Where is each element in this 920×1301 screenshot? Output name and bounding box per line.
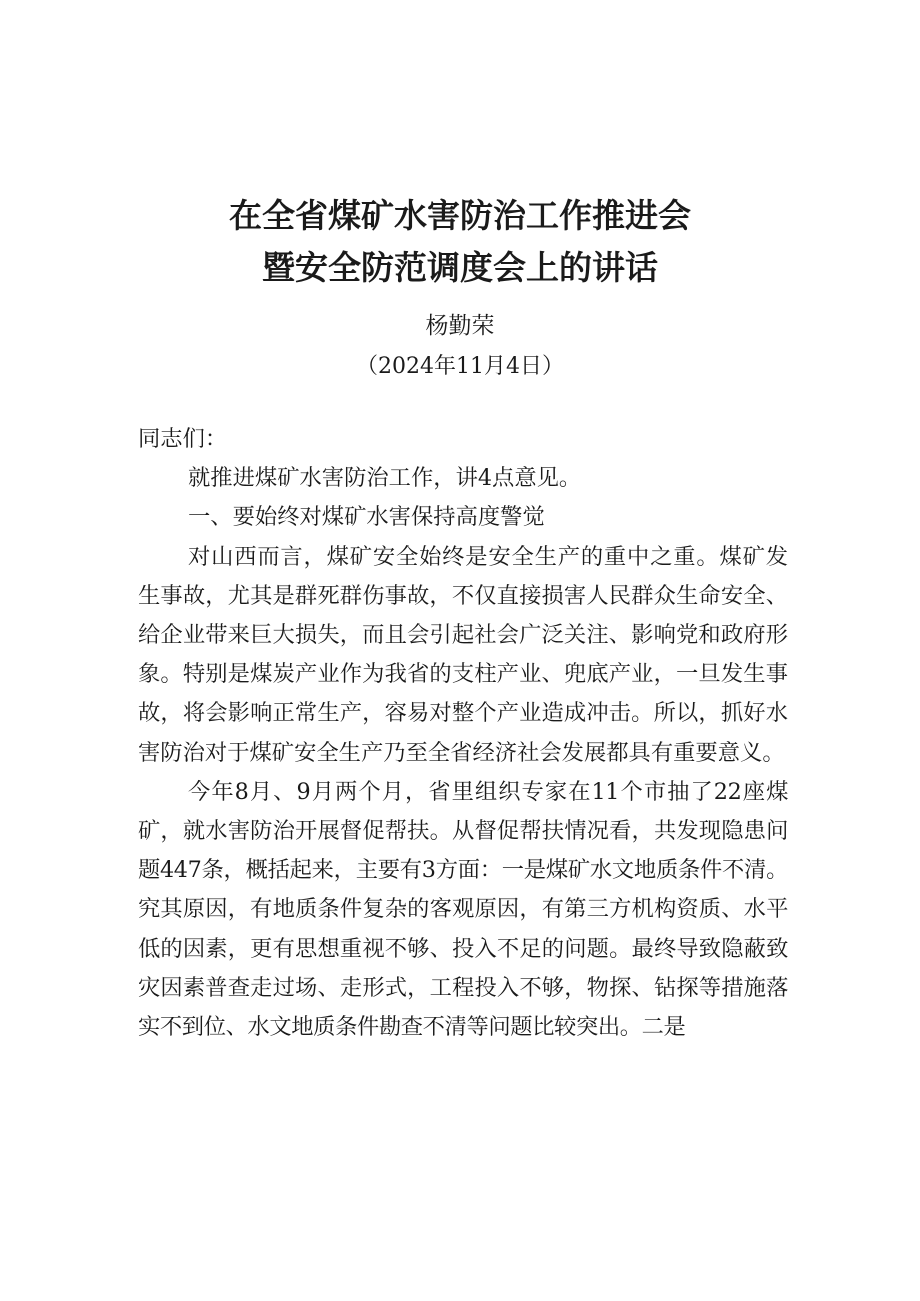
section-heading-1: 一、要始终对煤矿水害保持高度警觉 xyxy=(188,504,545,531)
document-body xyxy=(138,420,788,1047)
author-name: 杨勤荣 xyxy=(425,313,495,339)
body-paragraph-2: 今年8月、9月两个月，省里组织专家在11个市抽了22座煤矿，就水害防治开展督促帮扶。从督促帮扶情况看，共发现隐患问题447条，概括起来，主要有3方面：一是煤矿水文地质条件不清。究其原因，有地质条件复杂的客观原因，有第三方机构资质、水平低的因素，更有思想重视不够、投入不足的问题。最终导致隐蔽致灾因素普查走过场、走形式，工程投入不够，物探、钻探等措施落实不到位、水文地质条件勘查不清等问题比较突出。二是 xyxy=(138,778,788,1041)
title-line-2: 暨安全防范调度会上的讲话 xyxy=(262,248,658,287)
document-title xyxy=(0,190,920,294)
speech-date: （2024年11月4日） xyxy=(356,354,564,379)
salutation: 同志们： xyxy=(138,426,228,452)
title-line-1: 在全省煤矿水害防治工作推进会 xyxy=(229,196,691,235)
intro-paragraph: 就推进煤矿水害防治工作，讲4点意见。 xyxy=(188,465,582,492)
body-paragraph-1: 对山西而言，煤矿安全始终是安全生产的重中之重。煤矿发生事故，尤其是群死群伤事故，不仅直接损害人民群众生命安全、给企业带来巨大损失，而且会引起社会广泛关注、影响党和政府形象。特别是煤炭产业作为我省的支柱产业、兜底产业，一旦发生事故，将会影响正常生产，容易对整个产业造成冲击。所以，抓好水害防治对于煤矿安全生产乃至全省经济社会发展都具有重要意义。 xyxy=(138,543,788,766)
